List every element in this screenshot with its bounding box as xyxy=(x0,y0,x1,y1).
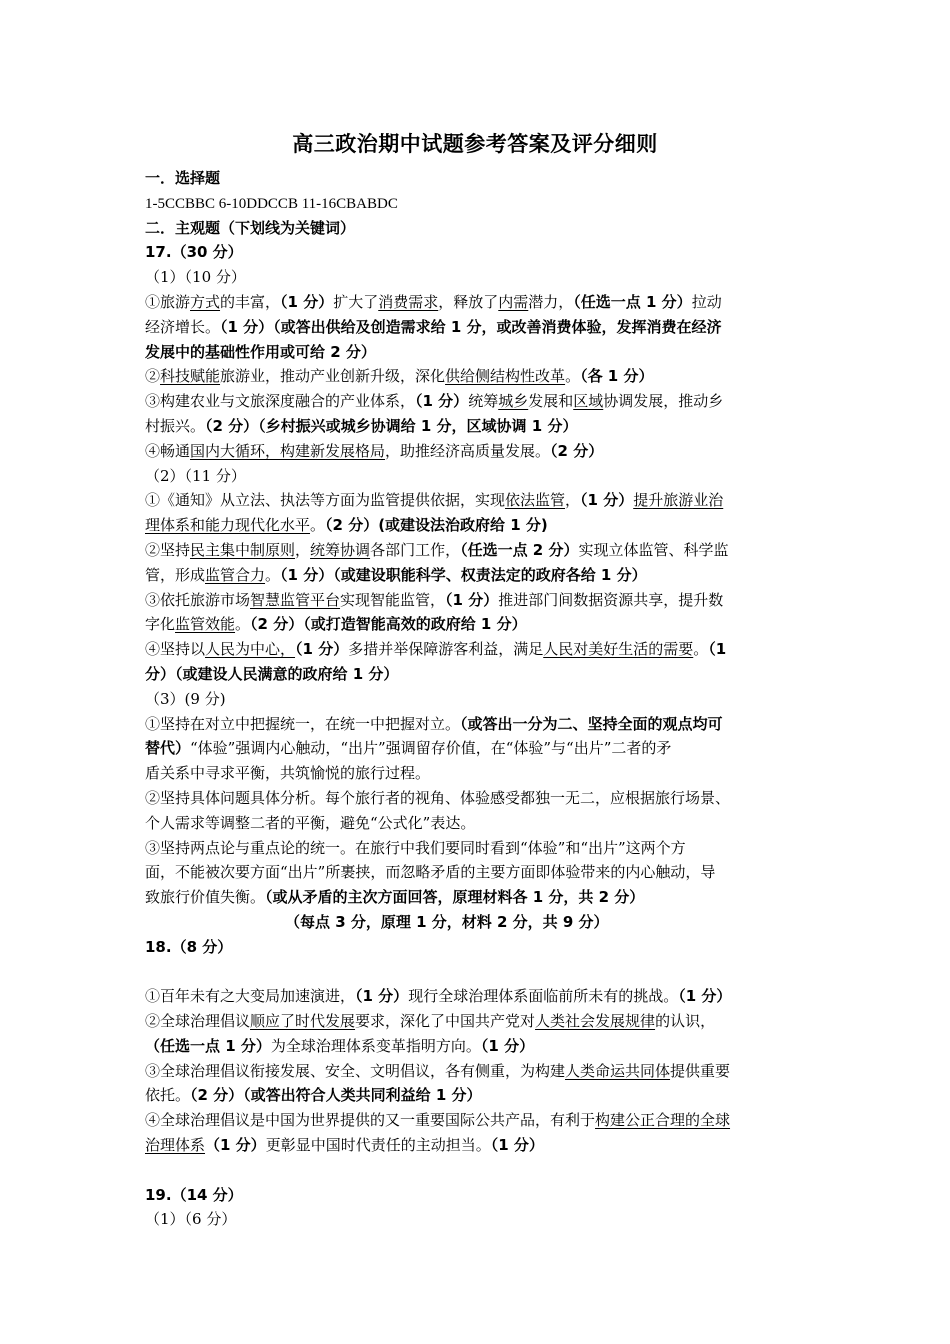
text-segment: 现行全球治理体系面临前所未有的挑战。 xyxy=(408,987,679,1006)
keyword-underlined: 治理体系 xyxy=(145,1136,206,1155)
text-line xyxy=(145,166,805,191)
text-segment: ④畅通 xyxy=(145,441,191,460)
text-line xyxy=(145,588,805,613)
text-segment: ，释放了 xyxy=(438,292,499,311)
score-note: （任选一点 1 分） xyxy=(145,1036,271,1055)
text-segment: 。 xyxy=(265,565,281,584)
text-line xyxy=(145,1083,805,1108)
score-note: （1 xyxy=(708,640,727,659)
keyword-underlined: 供给侧结构性改革 xyxy=(445,367,566,386)
keyword-underlined: 人类社会发展规律 xyxy=(535,1012,656,1031)
keyword-underlined: 提升旅游业治 xyxy=(633,491,724,510)
text-segment: （2）（11 分） xyxy=(145,466,246,485)
keyword-underlined: 方式 xyxy=(190,292,221,311)
keyword-underlined: 依法监管 xyxy=(505,491,566,510)
text-segment: （1）（6 分） xyxy=(145,1210,237,1229)
score-note: （1 分） xyxy=(490,1136,544,1155)
text-line xyxy=(145,910,805,935)
text-segment: ③坚持两点论与重点论的统一。在旅行中我们要同时看到“体验”和“出片”这两个方 xyxy=(145,838,686,857)
score-note: 二．主观题（下划线为关键词） xyxy=(145,218,356,237)
text-line xyxy=(145,240,805,265)
text-line xyxy=(145,265,805,290)
score-note: （1 分） xyxy=(580,491,634,510)
text-segment: 。 xyxy=(565,367,581,386)
text-segment: 经济增长。 xyxy=(145,317,221,336)
keyword-underlined: 国内大循环，构建新发展格局 xyxy=(190,441,386,460)
text-segment: 潜力， xyxy=(528,292,574,311)
text-segment: ②全球治理倡议 xyxy=(145,1012,251,1031)
text-line xyxy=(145,464,805,489)
score-note: （或答出一分为二、坚持全面的观点均可 xyxy=(460,714,723,733)
text-segment: ， xyxy=(565,491,581,510)
text-segment: 的丰富， xyxy=(220,292,281,311)
keyword-underlined: 城乡 xyxy=(498,392,529,411)
keyword-underlined: 理体系和能力现代化水平 xyxy=(145,516,311,535)
text-line xyxy=(145,860,805,885)
score-note: （1 分） xyxy=(355,987,409,1006)
text-line xyxy=(145,811,805,836)
text-segment: ①坚持在对立中把握统一，在统一中把握对立。 xyxy=(145,714,461,733)
answer-body xyxy=(145,166,805,1232)
text-segment: 。 xyxy=(693,640,709,659)
text-segment: ④全球治理倡议是中国为世界提供的又一重要国际公共产品，有利于 xyxy=(145,1111,596,1130)
text-segment: 更彰显中国时代责任的主动担当。 xyxy=(265,1136,491,1155)
text-segment: 面，不能被次要方面“出片”所裹挟，而忽略矛盾的主要方面即体验带来的内心触动，导 xyxy=(145,863,716,882)
score-note: 19.（14 分） xyxy=(145,1185,243,1204)
text-line xyxy=(145,1108,805,1133)
text-segment: （3）(9 分) xyxy=(145,689,226,708)
text-line xyxy=(145,612,805,637)
text-line xyxy=(145,414,805,439)
text-line xyxy=(145,1207,805,1232)
keyword-underlined: 监管合力 xyxy=(205,565,266,584)
text-segment: 推进部门间数据资源共享，提升数 xyxy=(498,590,724,609)
score-note: （任选一点 1 分） xyxy=(573,292,692,311)
keyword-underlined: 科技赋能 xyxy=(160,367,221,386)
blank-line xyxy=(145,960,805,985)
text-segment: 旅游业，推动产业创新升级，深化 xyxy=(220,367,446,386)
keyword-underlined: 监管效能 xyxy=(175,615,236,634)
text-line xyxy=(145,1183,805,1208)
score-note: （2 分） xyxy=(550,441,604,460)
score-note: （或从矛盾的主次方面回答，原理材料各 1 分，共 2 分） xyxy=(265,888,645,907)
text-line xyxy=(145,885,805,910)
keyword-underlined: 人民对美好生活的需要 xyxy=(543,640,694,659)
text-line xyxy=(145,389,805,414)
score-note: （1 分） xyxy=(445,590,499,609)
text-segment: 发展和 xyxy=(528,392,574,411)
text-segment: 各部门工作， xyxy=(370,540,461,559)
score-note: （1 分） xyxy=(415,392,469,411)
text-segment: 多措并举保障游客利益，满足 xyxy=(348,640,544,659)
text-segment: 要求，深化了中国共产党对 xyxy=(355,1012,536,1031)
score-note: 18.（8 分） xyxy=(145,937,233,956)
text-segment: ② xyxy=(145,367,161,386)
text-line xyxy=(145,563,805,588)
text-line xyxy=(145,712,805,737)
text-line xyxy=(145,662,805,687)
text-segment: 盾关系中寻求平衡，共筑愉悦的旅行过程。 xyxy=(145,764,431,783)
score-note: （1 分）（或答出供给及创造需求给 1 分，或改善消费体验，发挥消费在经济 xyxy=(220,317,722,336)
text-segment: 。 xyxy=(310,516,326,535)
score-note: （1 分） xyxy=(480,1036,535,1055)
score-note: （2 分）（乡村振兴或城乡协调给 1 分，区域协调 1 分） xyxy=(205,416,578,435)
text-line xyxy=(145,439,805,464)
score-note: （每点 3 分，原理 1 分，材料 2 分，共 9 分） xyxy=(285,912,609,931)
text-segment: 拉动 xyxy=(691,292,722,311)
text-line xyxy=(145,1133,805,1158)
text-segment: ②坚持 xyxy=(145,540,191,559)
score-note: （1 分） xyxy=(280,292,334,311)
text-segment: （1）（10 分） xyxy=(145,268,246,287)
text-line xyxy=(145,513,805,538)
text-segment: 扩大了 xyxy=(333,292,379,311)
text-segment: 实现智能监管， xyxy=(340,590,446,609)
score-note: （任选一点 2 分） xyxy=(460,540,579,559)
text-line xyxy=(145,637,805,662)
keyword-underlined: 内需 xyxy=(498,292,529,311)
score-note: （1 分）（或建设职能科学、权责法定的政府各给 1 分） xyxy=(280,565,647,584)
text-segment: 提供重要 xyxy=(670,1061,731,1080)
text-segment: 个人需求等调整二者的平衡，避免“公式化”表达。 xyxy=(145,813,476,832)
text-segment: ，助推经济高质量发展。 xyxy=(385,441,551,460)
score-note: （2 分）（或打造智能高效的政府给 1 分） xyxy=(250,615,527,634)
text-segment: ③构建农业与文旅深度融合的产业体系， xyxy=(145,392,416,411)
text-segment: 字化 xyxy=(145,615,176,634)
score-note: 一．选择题 xyxy=(145,169,221,187)
text-segment: 致旅行价值失衡。 xyxy=(145,888,266,907)
text-line xyxy=(145,761,805,786)
text-segment: 村振兴。 xyxy=(145,416,206,435)
text-line xyxy=(145,1009,805,1034)
text-segment: “体验”强调内心触动，“出片”强调留存价值，在“体验”与“出片”二者的矛 xyxy=(190,739,672,758)
text-line xyxy=(145,786,805,811)
text-line xyxy=(145,935,805,960)
text-segment: 统筹 xyxy=(468,392,499,411)
text-segment: 1-5CCBBC 6-10DDCCB 11-16CBABDC xyxy=(145,195,398,212)
keyword-underlined: 人类命运共同体 xyxy=(565,1061,671,1080)
text-segment: 实现立体监管、科学监 xyxy=(578,540,729,559)
keyword-underlined: 人民为中心， xyxy=(205,640,296,659)
keyword-underlined: 统筹协调 xyxy=(310,540,371,559)
text-line xyxy=(145,488,805,513)
text-segment: 协调发展，推动乡 xyxy=(603,392,724,411)
score-note: （1 分） xyxy=(295,640,349,659)
text-line xyxy=(145,216,805,241)
text-line xyxy=(145,191,805,216)
text-line xyxy=(145,538,805,563)
score-note: 分）（或建设人民满意的政府给 1 分） xyxy=(145,664,399,683)
text-segment: 。 xyxy=(235,615,251,634)
keyword-underlined: 民主集中制原则 xyxy=(190,540,296,559)
text-segment: ③依托旅游市场 xyxy=(145,590,251,609)
text-segment: 管，形成 xyxy=(145,565,206,584)
score-note: （2 分）(或建设法治政府给 1 分) xyxy=(325,516,548,535)
score-note: 替代） xyxy=(145,739,191,758)
score-note: 发展中的基础性作用或可给 2 分） xyxy=(145,342,376,361)
text-segment: 依托。 xyxy=(145,1086,191,1105)
keyword-underlined: 构建公正合理的全球 xyxy=(595,1111,731,1130)
score-note: 17.（30 分） xyxy=(145,243,243,262)
page-title: 高三政治期中试题参考答案及评分细则 xyxy=(292,132,658,156)
score-note: （2 分）（或答出符合人类共同利益给 1 分） xyxy=(190,1086,482,1105)
text-line xyxy=(145,836,805,861)
score-note: （1 分） xyxy=(678,987,732,1006)
text-segment: ③全球治理倡议衔接发展、安全、文明倡议，各有侧重，为构建 xyxy=(145,1061,566,1080)
text-segment: ①百年未有之大变局加速演进， xyxy=(145,987,356,1006)
text-line xyxy=(145,364,805,389)
text-line xyxy=(145,736,805,761)
text-line xyxy=(145,1034,805,1059)
keyword-underlined: 消费需求 xyxy=(378,292,439,311)
keyword-underlined: 区域 xyxy=(573,392,604,411)
score-note: （1 分） xyxy=(205,1136,266,1155)
text-line xyxy=(145,984,805,1009)
text-segment: ， xyxy=(295,540,311,559)
text-line xyxy=(145,315,805,340)
keyword-underlined: 顺应了时代发展 xyxy=(250,1012,356,1031)
text-segment: 的认识， xyxy=(655,1012,716,1031)
text-line xyxy=(145,1059,805,1084)
text-segment: ①旅游 xyxy=(145,292,191,311)
text-line xyxy=(145,290,805,315)
blank-line xyxy=(145,1158,805,1183)
text-segment: ④坚持以 xyxy=(145,640,206,659)
keyword-underlined: 智慧监管平台 xyxy=(250,590,341,609)
text-segment: ①《通知》从立法、执法等方面为监管提供依据，实现 xyxy=(145,491,506,510)
text-segment: 为全球治理体系变革指明方向。 xyxy=(270,1036,481,1055)
text-line xyxy=(145,687,805,712)
text-line xyxy=(145,340,805,365)
text-segment: ②坚持具体问题具体分析。每个旅行者的视角、体验感受都独一无二，应根据旅行场景、 xyxy=(145,788,731,807)
score-note: （各 1 分） xyxy=(580,367,654,386)
